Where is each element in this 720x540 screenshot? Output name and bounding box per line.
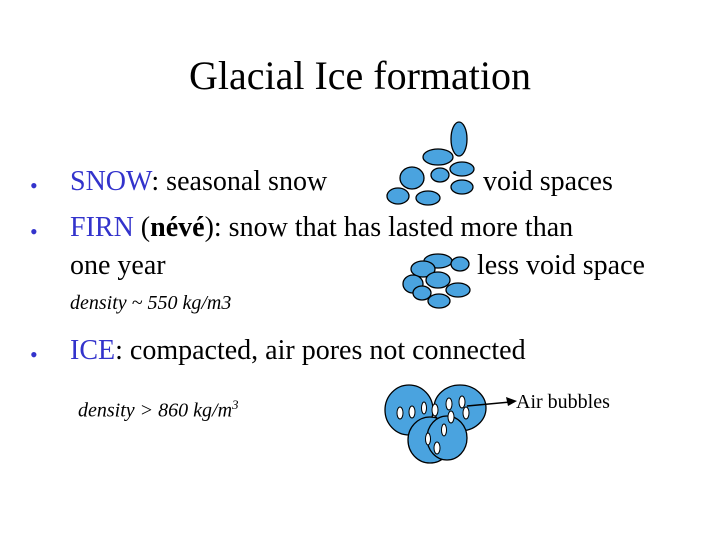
snow-grain (451, 180, 473, 194)
air-bubble (409, 406, 415, 418)
air-bubble (463, 407, 469, 419)
ice-grains-diagram (380, 380, 620, 470)
air-bubble (446, 398, 452, 410)
firn-less-void-space: less void space (477, 250, 645, 281)
air-bubble (434, 442, 440, 454)
firn-grain (426, 272, 450, 288)
firn-grains-diagram (400, 250, 490, 315)
bullet-firn-marker: • (30, 219, 38, 244)
firn-line2: one year (70, 250, 166, 281)
air-bubble (459, 396, 465, 408)
air-bubble (422, 402, 427, 414)
snow-term: SNOW (70, 166, 152, 197)
air-bubble (426, 433, 431, 445)
snow-grain (416, 191, 440, 205)
snow-grain (387, 188, 409, 204)
bullet-snow-marker: • (30, 173, 38, 198)
air-bubbles-label: Air bubbles (516, 391, 610, 413)
firn-term: FIRN (70, 212, 134, 243)
firn-alt-name: névé (150, 212, 205, 243)
bullet-firn (70, 212, 573, 244)
snow-void-spaces: void spaces (483, 166, 613, 197)
ice-density-sup: 3 (232, 397, 239, 412)
firn-open-paren: ( (133, 212, 151, 243)
snow-grain (431, 168, 449, 182)
ice-density-text: density > 860 kg/m (78, 399, 233, 422)
snow-grain (451, 122, 467, 156)
firn-text: ): snow that has lasted more than (204, 212, 574, 243)
snow-grain (450, 162, 474, 176)
bullet-snow (70, 166, 327, 198)
ice-text: : compacted, air pores not connected (115, 335, 526, 366)
snow-grain (400, 167, 424, 189)
ice-term: ICE (70, 335, 116, 366)
firn-grain (446, 283, 470, 297)
ice-grain (427, 416, 467, 460)
snow-text: : seasonal snow (151, 166, 328, 197)
bullet-ice-marker: • (30, 342, 38, 367)
bullet-ice (70, 335, 526, 367)
air-bubble (442, 424, 447, 436)
firn-grain (428, 294, 450, 308)
firn-density: density ~ 550 kg/m3 (70, 292, 232, 314)
snow-grain (423, 149, 453, 165)
ice-density (78, 393, 239, 423)
firn-grain (451, 257, 469, 271)
air-bubble (432, 404, 438, 416)
slide-title: Glacial Ice formation (188, 53, 532, 98)
air-bubble (397, 407, 403, 419)
snow-grains-diagram (380, 115, 490, 215)
air-bubble (448, 411, 454, 423)
